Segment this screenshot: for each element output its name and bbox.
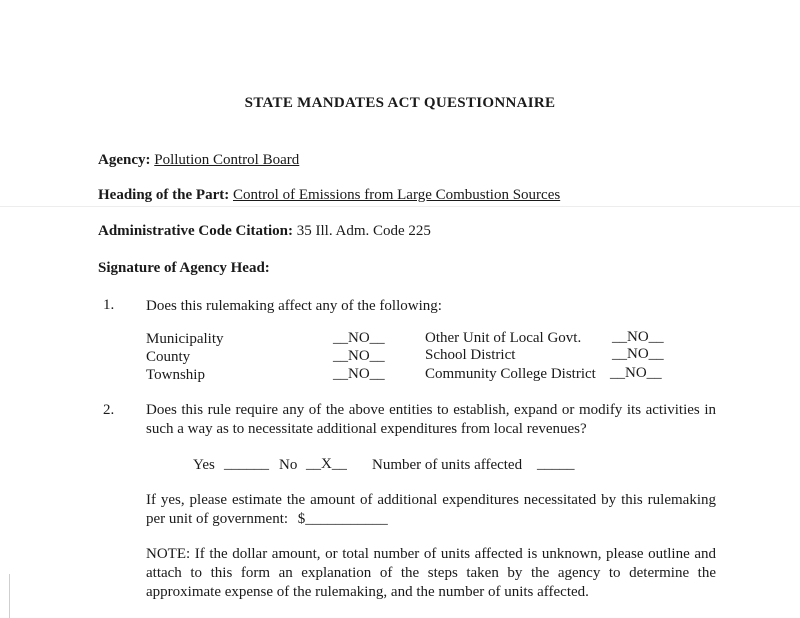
answer-other-local-govt: __NO__ bbox=[612, 329, 664, 345]
note-text: NOTE: If the dollar amount, or total number of units affected is unknown, please outline and attach to this form an explanation of the steps taken by the agency to determine the approximate expense of the rulemaking, and the number of units affected. bbox=[146, 546, 716, 600]
estimate-text bbox=[146, 491, 716, 529]
no-answer: __X__ bbox=[306, 456, 347, 472]
citation-value: 35 Ill. Adm. Code 225 bbox=[296, 223, 431, 239]
answer-township: __NO__ bbox=[333, 366, 385, 382]
dollar-blank: ___________ bbox=[305, 511, 388, 527]
units-label: Number of units affected bbox=[372, 457, 523, 473]
scan-edge-mark bbox=[9, 574, 10, 618]
agency-value: Pollution Control Board bbox=[154, 152, 300, 168]
entity-other-local-govt: Other Unit of Local Govt. bbox=[425, 330, 582, 346]
answer-school-district: __NO__ bbox=[612, 346, 664, 362]
signature-label: Signature of Agency Head: bbox=[98, 260, 270, 276]
question-1-number: 1. bbox=[103, 297, 115, 313]
entity-county: County bbox=[146, 349, 191, 365]
question-1-text: Does this rulemaking affect any of the following: bbox=[146, 298, 442, 314]
citation-field bbox=[98, 223, 431, 240]
document-title: STATE MANDATES ACT QUESTIONNAIRE bbox=[244, 95, 556, 111]
entity-community-college: Community College District bbox=[425, 366, 596, 382]
dollar-sign: $ bbox=[297, 511, 306, 527]
no-label: No bbox=[279, 457, 298, 473]
heading-label: Heading of the Part: bbox=[98, 187, 230, 203]
signature-field bbox=[98, 260, 270, 277]
question-2-number: 2. bbox=[103, 402, 115, 418]
entity-township: Township bbox=[146, 367, 205, 383]
answer-county: __NO__ bbox=[333, 348, 385, 364]
agency-label: Agency: bbox=[98, 152, 151, 168]
citation-label: Administrative Code Citation: bbox=[98, 223, 293, 239]
estimate-question: If yes, please estimate the amount of additional expenditures necessitated by this rulemaking per unit of government: bbox=[146, 492, 716, 527]
answer-community-college: __NO__ bbox=[610, 365, 662, 381]
agency-field bbox=[98, 152, 299, 169]
entity-school-district: School District bbox=[425, 347, 516, 363]
yes-label: Yes bbox=[193, 457, 215, 473]
units-blank: _____ bbox=[537, 456, 575, 472]
entity-municipality: Municipality bbox=[146, 331, 224, 347]
yes-blank: ______ bbox=[224, 456, 269, 472]
scan-artifact-line bbox=[0, 206, 800, 207]
answer-municipality: __NO__ bbox=[333, 330, 385, 346]
question-2-text: Does this rule require any of the above entities to establish, expand or modify its activities in such a way as to necessitate additional expenditures from local revenues? bbox=[146, 402, 716, 437]
heading-field bbox=[98, 187, 560, 204]
heading-value: Control of Emissions from Large Combustion Sources bbox=[232, 187, 561, 203]
